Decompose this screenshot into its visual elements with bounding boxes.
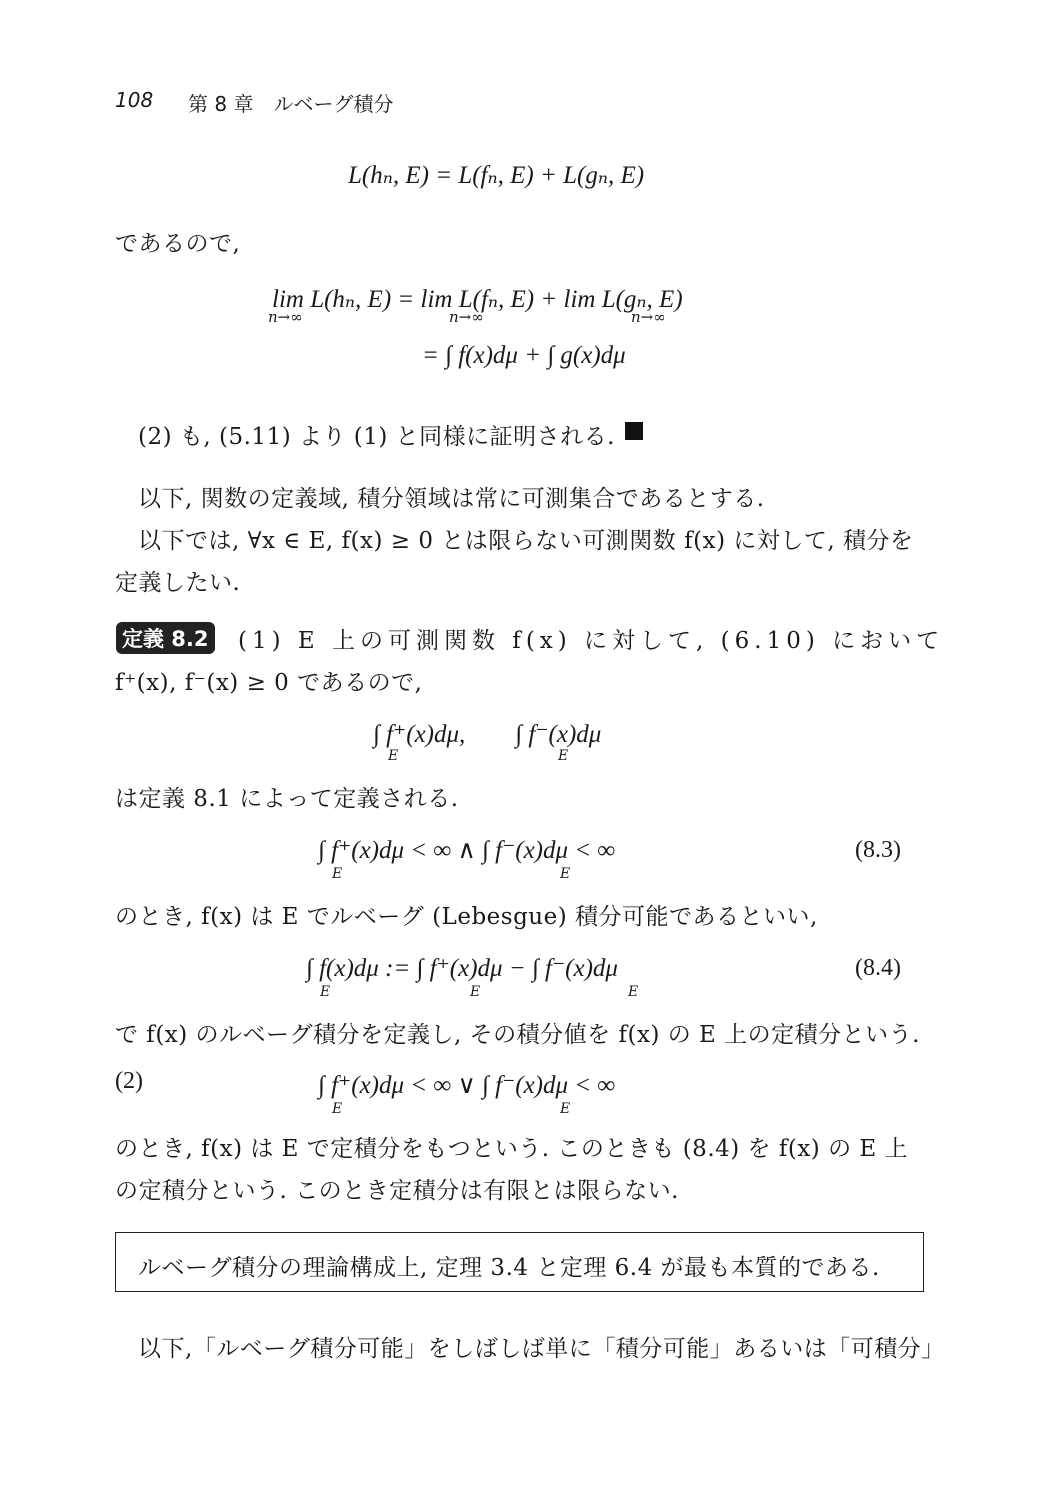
definition-line2: f⁺(x), f⁻(x) ≥ 0 であるので,	[115, 670, 423, 696]
equation-label-8-3: (8.3)	[855, 837, 901, 863]
equation-top: L(hₙ, E) = L(fₙ, E) + L(gₙ, E)	[348, 162, 645, 189]
paragraph-1: 以下, 関数の定義域, 積分領域は常に可測集合であるとする.	[138, 486, 765, 512]
paragraph-2-line1: 以下では, ∀x ∈ E, f(x) ≥ 0 とは限らない可測関数 f(x) に対して, 積分を	[138, 528, 914, 554]
equation-limit-line2: = ∫ f(x)dμ + ∫ g(x)dμ	[422, 342, 626, 369]
equation-8-3: ∫ f⁺(x)dμ < ∞ ∧ ∫ f⁻(x)dμ < ∞	[318, 837, 616, 864]
definition-part-2-label: (2)	[115, 1068, 143, 1094]
equation-label-8-4: (8.4)	[855, 955, 901, 981]
integral-definitions: ∫ f⁺(x)dμ, ∫ f⁻(x)dμ	[373, 721, 602, 748]
equation-limit-line1: lim L(hₙ, E) = lim L(fₙ, E) + lim L(gₙ, E)	[272, 286, 683, 313]
limit-subscript-3: n→∞	[631, 308, 666, 326]
limit-subscript-1: n→∞	[268, 308, 303, 326]
limit-subscript-2: n→∞	[449, 308, 484, 326]
integral-subscript: E	[560, 866, 571, 882]
qed-square-icon	[625, 422, 643, 440]
integral-subscript: E	[388, 748, 399, 764]
definition-line1: (1) E 上の可測関数 f(x) に対して, (6.10) において	[238, 628, 945, 654]
chapter-title: 第 8 章 ルベーグ積分	[188, 92, 394, 116]
proof-end-text: (2) も, (5.11) より (1) と同様に証明される.	[138, 424, 615, 450]
boxed-remark-text: ルベーグ積分の理論構成上, 定理 3.4 と定理 6.4 が最も本質的である.	[138, 1255, 880, 1281]
integral-subscript: E	[332, 866, 343, 882]
definition-badge: 定義 8.2	[116, 622, 215, 654]
integral-subscript: E	[628, 984, 639, 1000]
definition-line3: は定義 8.1 によって定義される.	[115, 786, 459, 812]
definition-line7: の定積分という. このとき定積分は有限とは限らない.	[115, 1178, 679, 1204]
page-number: 108	[115, 88, 154, 112]
definition-line6: のとき, f(x) は E で定積分をもつという. このときも (8.4) を f(x) の E 上	[115, 1136, 909, 1162]
paragraph-2-line2: 定義したい.	[115, 570, 241, 596]
definition-line4: のとき, f(x) は E でルベーグ (Lebesgue) 積分可能であるといい,	[115, 904, 818, 930]
integral-subscript: E	[332, 1101, 343, 1117]
integral-subscript: E	[560, 1101, 571, 1117]
equation-part-2: ∫ f⁺(x)dμ < ∞ ∨ ∫ f⁻(x)dμ < ∞	[318, 1072, 616, 1099]
text-dearunode: であるので,	[115, 231, 241, 257]
integral-subscript: E	[320, 984, 331, 1000]
integral-subscript: E	[470, 984, 481, 1000]
equation-8-4: ∫ f(x)dμ := ∫ f⁺(x)dμ − ∫ f⁻(x)dμ	[306, 955, 618, 982]
definition-line5: で f(x) のルベーグ積分を定義し, その積分値を f(x) の E 上の定積分という.	[115, 1022, 920, 1048]
last-line: 以下,「ルベーグ積分可能」をしばしば単に「積分可能」あるいは「可積分」	[138, 1336, 945, 1362]
integral-subscript: E	[558, 748, 569, 764]
